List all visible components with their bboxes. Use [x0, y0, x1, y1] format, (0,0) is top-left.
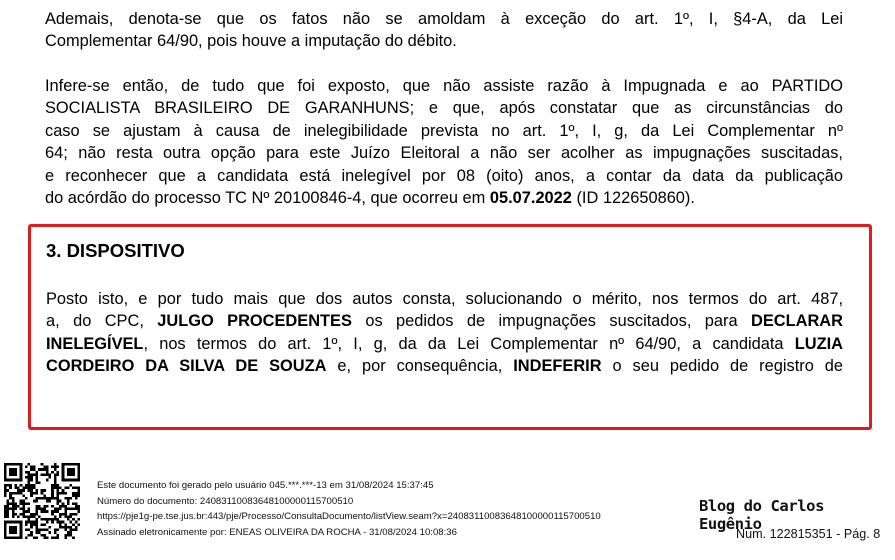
paragraph-dispositivo: [46, 288, 843, 378]
document-number: Número do documento: 24083110083648100000115700510: [97, 495, 354, 507]
text-line: SOCIALISTA BRASILEIRO DE GARANHUNS; e que, após constatar que as circunstâncias do: [45, 99, 843, 118]
bold-julgo: JULGO PROCEDENTES: [157, 312, 352, 331]
text-fragment: a, do CPC,: [46, 312, 158, 331]
bold-name-rest: CORDEIRO DA SILVA DE SOUZA: [46, 357, 327, 376]
document-url[interactable]: https://pje1g-pe.tse.jus.br:443/pje/Processo/ConsultaDocumento/listView.seam?x=24083110083648100000115700510: [97, 511, 601, 523]
signature-line: Assinado eletronicamente por: ENEAS OLIVEIRA DA ROCHA - 31/08/2024 10:08:36: [97, 526, 457, 538]
bold-name-first: LUZIA: [794, 334, 843, 353]
text-line: [46, 355, 843, 377]
text-fragment: e, por consequência,: [326, 357, 514, 376]
bold-indeferir: INDEFERIR: [513, 357, 602, 376]
text-line: Ademais, denota-se que os fatos não se amoldam à exceção do art. 1º, I, §4-A, da Lei: [45, 10, 843, 28]
section-heading: 3. DISPOSITIVO: [46, 240, 185, 261]
text-line: [46, 333, 843, 355]
text-line: [45, 187, 843, 209]
text-line: Infere-se então, de tudo que foi exposto, que não assiste razão à Impugnada e ao PARTIDO: [45, 77, 843, 95]
text-fragment: (ID 122650860).: [571, 189, 695, 208]
text-line: Posto isto, e por tudo mais que dos autos consta, solucionando o mérito, nos termos do art. 487,: [46, 290, 843, 308]
page-number: Num. 122815351 - Pág. 8: [736, 527, 881, 541]
text-line: 64; não resta outra opção para este Juízo Eleitoral a não ser acolher as impugnações suscitadas,: [45, 144, 843, 163]
bold-inelegivel: INELEGÍVEL: [46, 334, 144, 353]
blog-watermark: Blog do Carlos Eugênio: [699, 497, 825, 533]
text-line: [46, 310, 843, 332]
text-fragment: os pedidos de impugnações suscitados, para: [351, 312, 752, 331]
text-fragment: o seu pedido de registro de: [601, 357, 843, 376]
text-fragment: do acórdão do processo TC Nº 20100846-4, que ocorreu em: [45, 189, 490, 208]
text-line: Complementar 64/90, pois houve a imputação do débito.: [45, 32, 457, 51]
paragraph-ademais: [45, 8, 843, 53]
paragraph-infere-se: [45, 75, 843, 209]
bold-declarar: DECLARAR: [751, 312, 843, 331]
generated-line: Este documento foi gerado pelo usuário 045.***.***-13 em 31/08/2024 15:37:45: [97, 480, 434, 491]
text-line: caso se ajustam à causa de inelegibilidade prevista no art. 1º, I, g, da Lei Complementar nº: [45, 121, 843, 140]
qr-code-icon: [4, 463, 80, 539]
text-fragment: , nos termos do art. 1º, I, g, da da Lei Complementar nº 64/90, a candidata: [143, 334, 795, 353]
text-line: e reconhecer que a candidata está inelegível por 08 (oito) anos, a contar da data da publicação: [45, 166, 843, 185]
document-metadata: [97, 478, 601, 540]
publication-date: 05.07.2022: [489, 189, 572, 208]
